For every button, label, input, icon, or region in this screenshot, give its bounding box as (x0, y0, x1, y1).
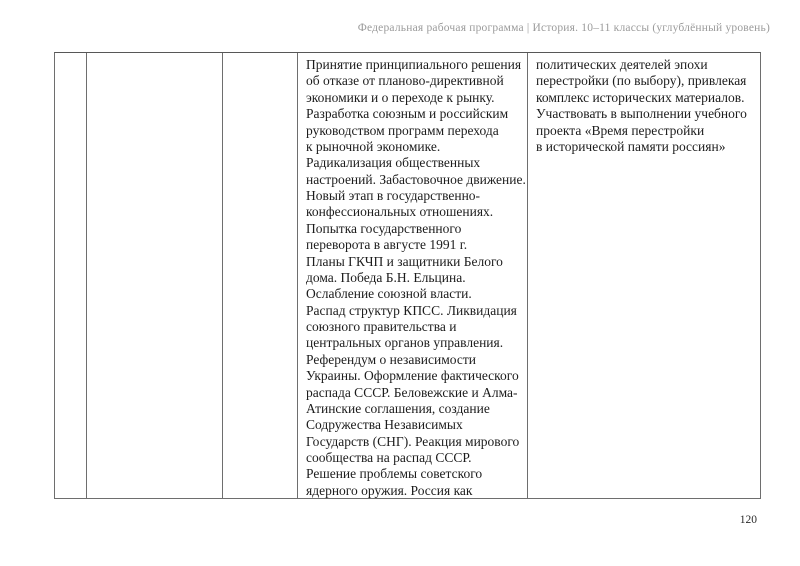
text-line: союзного правительства и (306, 319, 457, 334)
text-line: проекта «Время перестройки (536, 122, 705, 138)
text-line: в исторической памяти россиян» (536, 138, 726, 154)
text-line: Украины. Оформление фактического (306, 368, 519, 384)
text-line: Решение проблемы советского (306, 466, 483, 482)
text-line: перестройки (по выбору), привлекая (536, 73, 747, 89)
text-line: переворота в августе 1991 г. (306, 237, 468, 253)
curriculum-table (54, 52, 761, 499)
text-line: дома. Победа Б.Н. Ельцина. (306, 269, 466, 285)
running-header: Федеральная рабочая программа | История. 10–11 классы (углублённый уровень) (357, 22, 770, 34)
text-line: Государств (СНГ). Реакция мирового (306, 433, 520, 449)
text-line: к рыночной экономике. (306, 138, 441, 154)
text-line: центральных органов управления. (306, 335, 504, 351)
text-line: Принятие принципиального решения (306, 57, 522, 72)
text-line: комплекс исторических материалов. (536, 89, 745, 105)
text-line: Атинские соглашения, создание (306, 400, 490, 416)
text-line: Распад структур КПСС. Ликвидация (306, 302, 517, 318)
table-cell-activities (528, 53, 760, 498)
text-line: Ослабление союзной власти. (306, 286, 472, 302)
text-line: конфессиональных отношениях. (306, 204, 494, 220)
table-cell-content (298, 53, 528, 498)
text-line: Новый этап в государственно- (306, 188, 481, 203)
text-line: настроений. Забастовочное движение. (306, 171, 526, 187)
text-line: ядерного оружия. Россия как (306, 482, 473, 498)
text-line: об отказе от планово-директивной (306, 73, 504, 89)
text-line: экономики и о переходе к рынку. (306, 89, 495, 105)
text-line: Радикализация общественных (306, 155, 481, 171)
table-cell-theme (87, 53, 223, 498)
text-line: Разработка союзным и российским (306, 106, 509, 122)
text-line: Содружества Независимых (306, 417, 463, 433)
text-line: сообщества на распад СССР. (306, 450, 472, 465)
text-line: Планы ГКЧП и защитники Белого (306, 253, 503, 269)
text-line: распада СССР. Беловежские и Алма- (306, 384, 518, 400)
table-cell-number (55, 53, 87, 498)
table-cell-hours (223, 53, 298, 498)
text-line: политических деятелей эпохи (536, 57, 708, 72)
text-line: Референдум о независимости (306, 351, 476, 367)
text-line: Попытка государственного (306, 220, 462, 236)
text-line: Участвовать в выполнении учебного (536, 106, 747, 122)
text-line: руководством программ перехода (306, 122, 499, 138)
page-number: 120 (739, 514, 757, 526)
